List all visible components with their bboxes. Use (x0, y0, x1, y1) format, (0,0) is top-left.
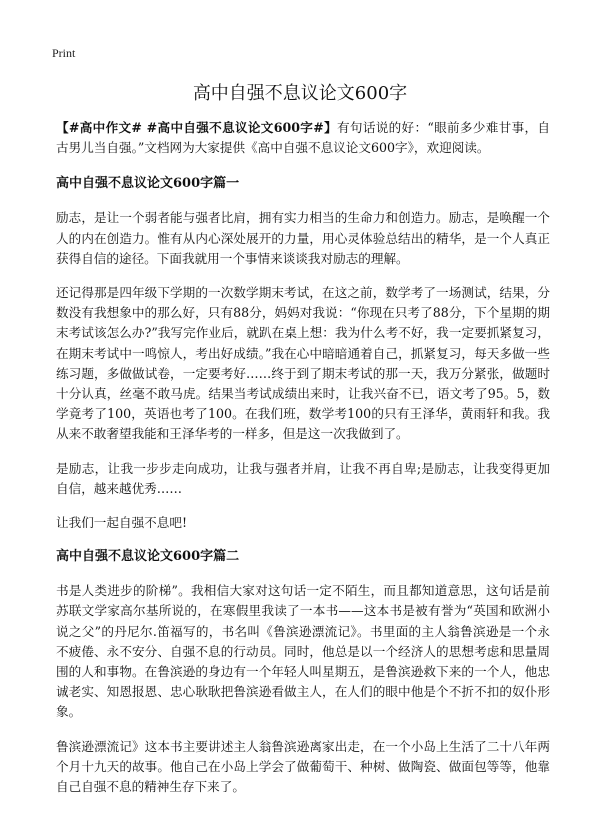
section-heading-2: 高中自强不息议论文600字篇二 (56, 549, 240, 565)
intro-paragraph (56, 118, 550, 158)
section-2-paragraph: 书是人类进步的阶梯”。我相信大家对这句话一定不陌生，而且都知道意思，这句话是前苏联文学家高尔基所说的，在寒假里我读了一本书——这本书是被有誉为“英国和欧洲小说之父”的丹尼尔.笛福写的，书名叫《鲁滨逊漂流记》。书里面的主人翁鲁滨逊是一个永不疲倦、永不安分、自强不息的行动员。同时，他总是以一个经济人的思想考虑和思量周围的人和事物。在鲁滨逊的身边有一个年轻人叫星期五，是鲁滨逊救下来的一个人，他忠诚老实、知恩报恩、忠心耿耿把鲁滨逊看做主人，在人们的眼中他是个不折不扣的奴仆形象。 (56, 583, 550, 720)
article-body (56, 118, 550, 811)
section-1-paragraph: 是励志，让我一步步走向成功，让我与强者并肩，让我不再自卑;是励志，让我变得更加自信，越来越优秀…… (56, 460, 550, 496)
section-1-paragraph: 让我们一起自强不息吧! (56, 515, 187, 531)
page-title: 高中自强不息议论文600字 (192, 83, 408, 104)
print-link[interactable]: Print (52, 46, 76, 60)
intro-tags: 【#高中作文# #高中自强不息议论文600字#】 (56, 120, 337, 135)
section-2-paragraph: 鲁滨逊漂流记》这本书主要讲述主人翁鲁滨逊离家出走，在一个小岛上生活了二十八年两个月十九天的故事。他自己在小岛上学会了做葡萄干、种树、做陶瓷、做面包等等，他靠自己自强不息的精神生存下来了。 (56, 738, 550, 795)
section-heading-1: 高中自强不息议论文600字篇一 (56, 176, 240, 192)
intro-text: 有句话说的好：“眼前多少难甘事，自古男儿当自强。”文档网为大家提供《高中自强不息议论文600字》，欢迎阅读。 (56, 120, 550, 156)
section-1-paragraph: 励志，是让一个弱者能与强者比肩，拥有实力相当的生命力和创造力。励志，是唤醒一个人的内在创造力。惟有从内心深处展开的力量，用心灵体验总结出的精华，是一个人真正获得自信的途径。下面我就用一个事情来谈谈我对励志的理解。 (56, 210, 550, 266)
section-1-paragraph: 还记得那是四年级下学期的一次数学期末考试，在这之前，数学考了一场测试，结果，分数没有我想象中的那么好，只有88分，妈妈对我说：“你现在只考了88分，下个星期的期末考试该怎么办?”我写完作业后，就趴在桌上想：我为什么考不好，我一定要抓紧复习，在期末考试中一鸣惊人，考出好成绩。”我在心中暗暗通着自己，抓紧复习，每天多做一些练习题，多做做试卷，一定要考好……终于到了期末考试的那一天，我万分紧张，做题时十分认真，丝毫不敢马虎。结果当考试成绩出来时，让我兴奋不已，语文考了95。5，数学竟考了100，英语也考了100。在我们班，数学考100的只有王泽华，黄雨轩和我。我从来不敢奢望我能和王泽华考的一样多，但是这一次我做到了。 (56, 285, 550, 442)
